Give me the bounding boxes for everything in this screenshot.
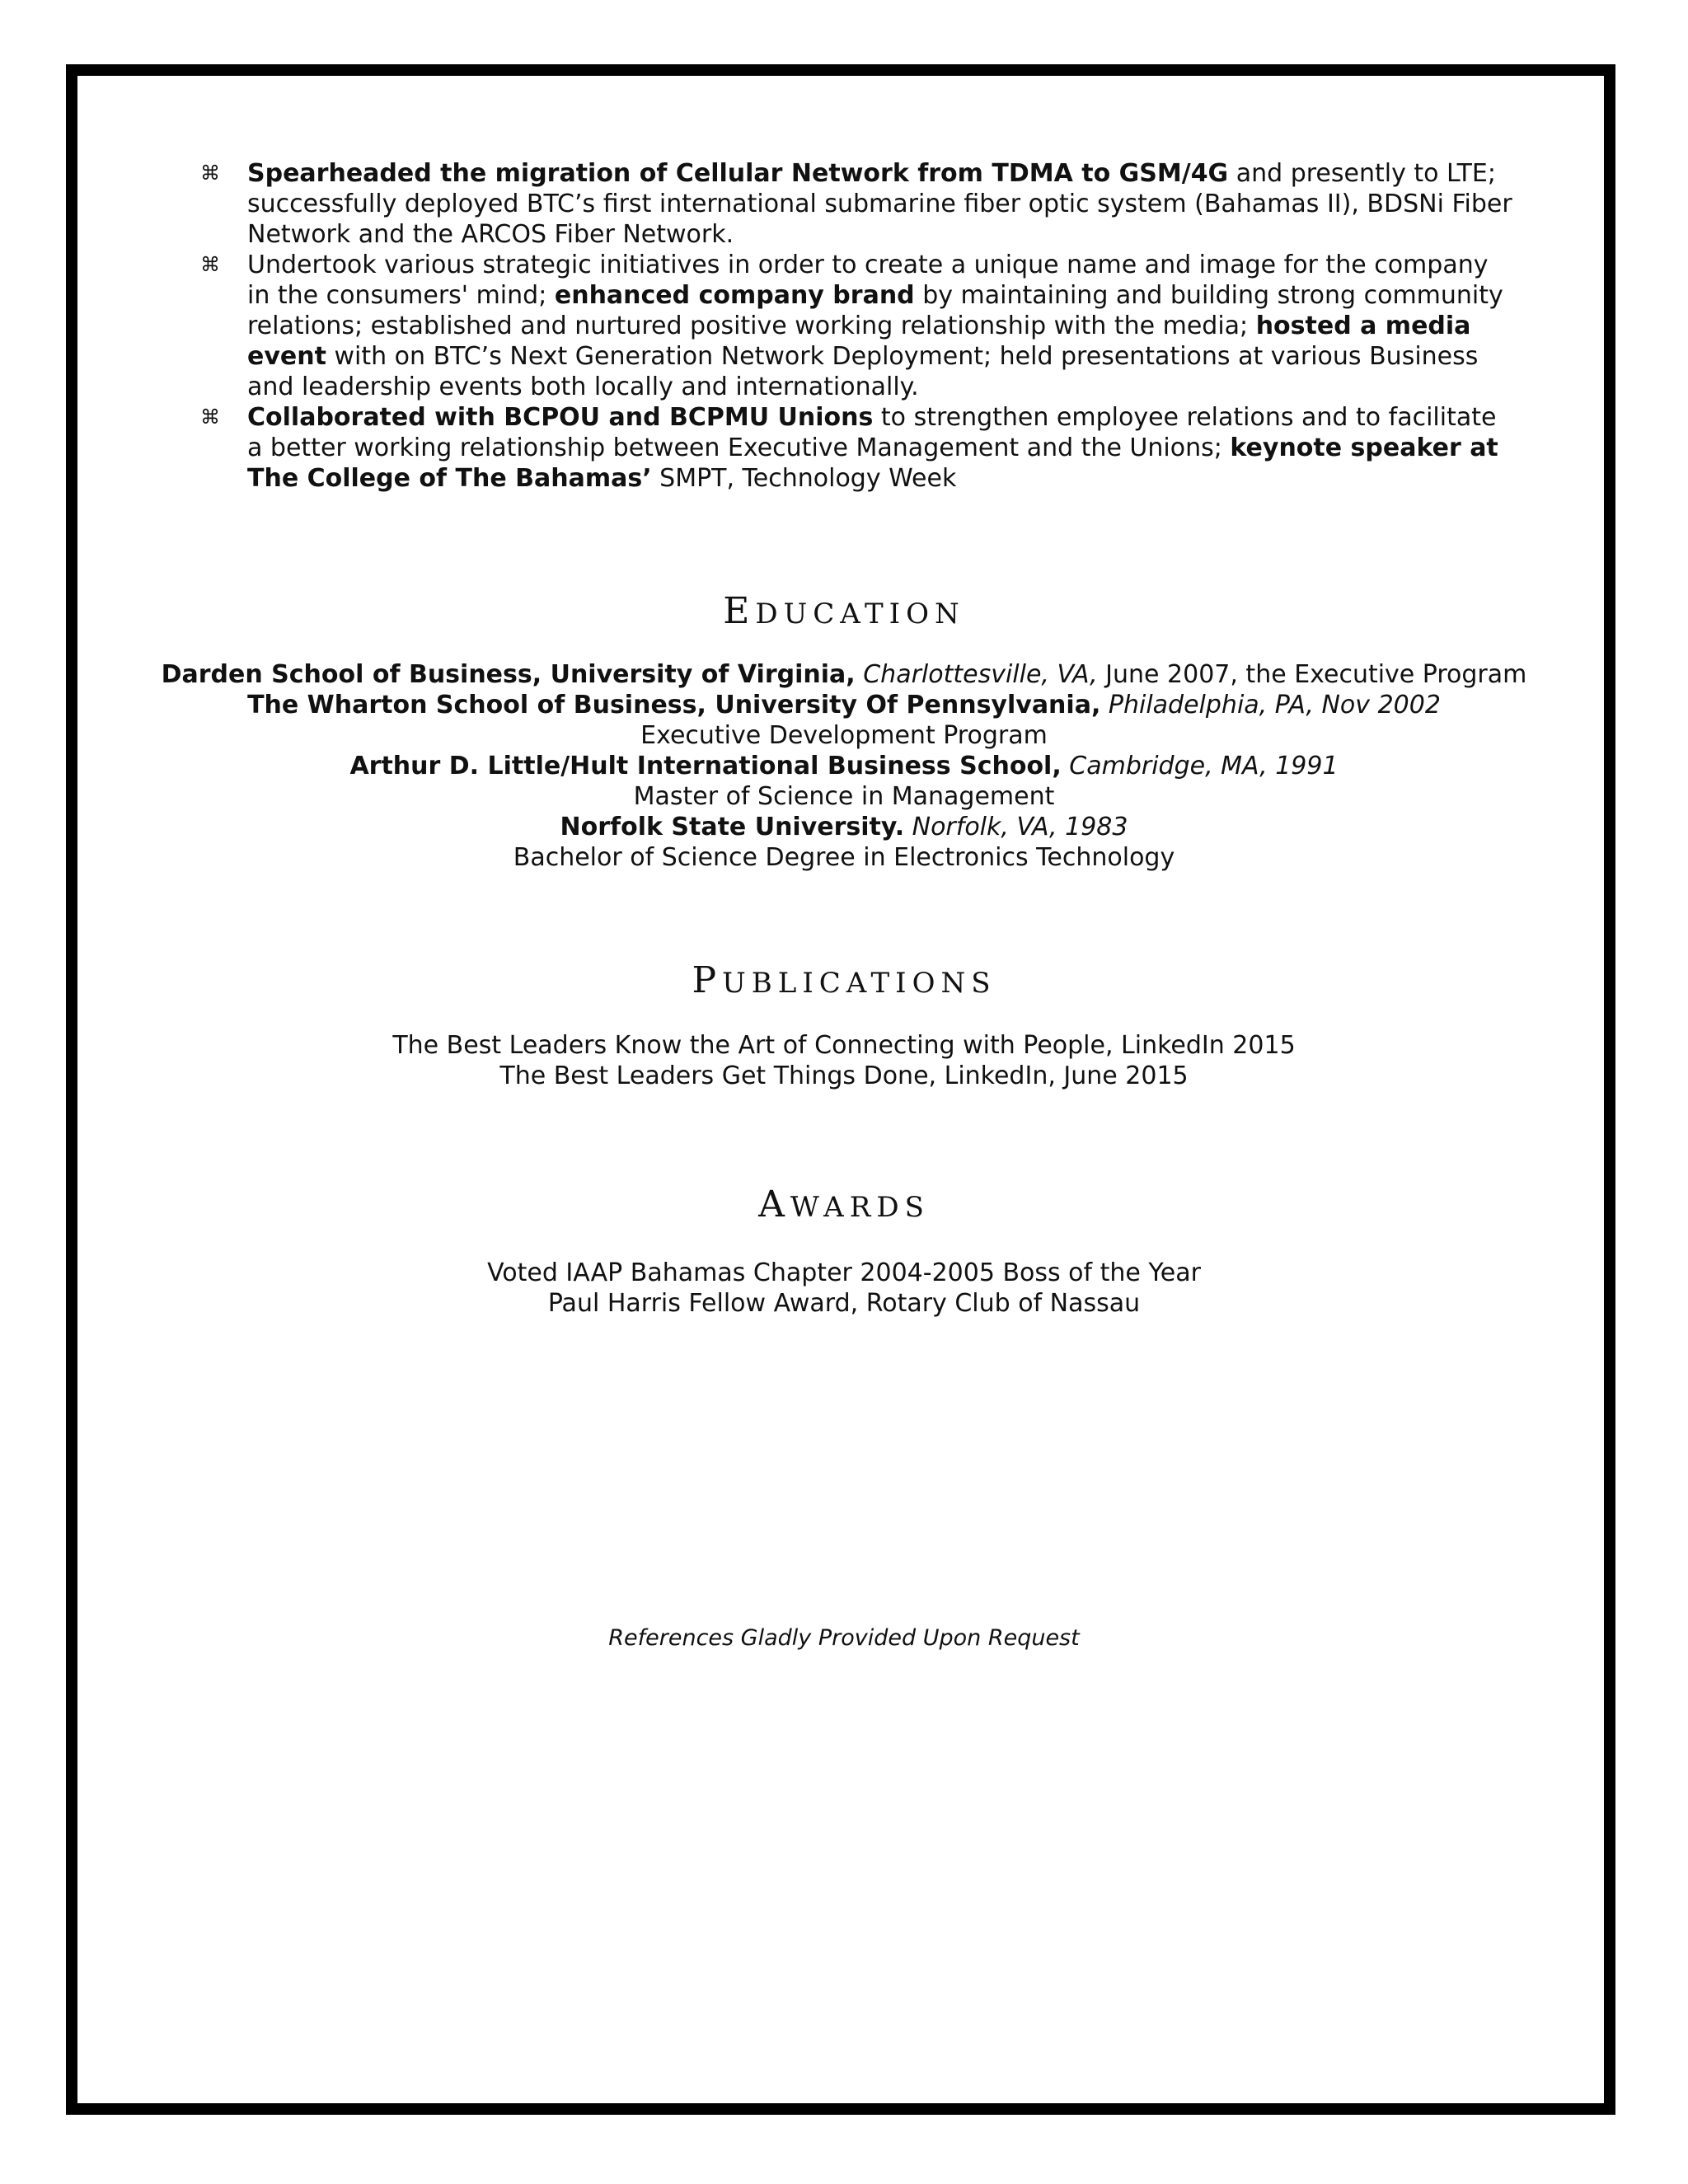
- bullet-bold-text: enhanced company brand: [554, 281, 915, 310]
- school-location: Norfolk, VA, 1983: [912, 813, 1128, 841]
- school-program: Master of Science in Management: [633, 782, 1055, 811]
- school-program: Bachelor of Science Degree in Electronics Technology: [513, 843, 1175, 872]
- bullet-star-icon: ⌘: [200, 162, 220, 185]
- bullet-star-icon: ⌘: [200, 405, 220, 429]
- bullet-text: Undertook various strategic initiatives in order to create a unique name and image for the company in the consumers' mind;: [247, 251, 1489, 310]
- publications-list: [0, 1030, 1688, 1091]
- heading-initial: A: [758, 1183, 790, 1226]
- bullet-text: with on BTC’s Next Generation Network Deployment; held presentations at various Business and leadership events both locally and internationally.: [247, 342, 1479, 401]
- school-detail: June 2007, the Executive Program: [1097, 660, 1527, 689]
- awards-list: [0, 1258, 1688, 1319]
- bullet-bold-text: hosted a media event: [247, 312, 1471, 371]
- heading-rest: UBLICATIONS: [722, 967, 996, 1000]
- experience-bullet: [198, 402, 1517, 494]
- education-entry: [0, 690, 1688, 720]
- bullet-bold-text: Collaborated with BCPOU and BCPMU Unions: [247, 403, 874, 432]
- references-note: References Gladly Provided Upon Request: [608, 1625, 1080, 1651]
- school-program: Executive Development Program: [640, 721, 1048, 750]
- school-name: Norfolk State University.: [560, 813, 905, 841]
- bullet-text: by maintaining and building strong community relations; established and nurtured positive working relationship with the media;: [247, 281, 1503, 340]
- heading-rest: DUCATION: [755, 598, 965, 630]
- publication-item: The Best Leaders Know the Art of Connecting with People, LinkedIn 2015: [392, 1031, 1296, 1060]
- heading-initial: E: [723, 590, 756, 632]
- award-item: Voted IAAP Bahamas Chapter 2004-2005 Boss of the Year: [487, 1258, 1201, 1287]
- publications-heading: [0, 959, 1688, 1001]
- education-heading: [0, 590, 1688, 632]
- publication-item: The Best Leaders Get Things Done, LinkedIn, June 2015: [499, 1062, 1189, 1090]
- bullet-bold-text: Spearheaded the migration of Cellular Network from TDMA to GSM/4G: [247, 159, 1229, 188]
- school-name: Darden School of Business, University of Virginia,: [161, 660, 856, 689]
- experience-bullet-list: [198, 158, 1517, 494]
- awards-heading: [0, 1183, 1688, 1226]
- education-entry: [0, 751, 1688, 781]
- education-list: [0, 659, 1688, 873]
- bullet-text: and presently to LTE; successfully deployed BTC’s first international submarine fiber optic system (Bahamas II), BDSNi Fiber Network and the ARCOS Fiber Network.: [247, 159, 1512, 249]
- education-entry: [0, 659, 1688, 690]
- bullet-text: to strengthen employee relations and to facilitate a better working relationship between Executive Management and the Unions;: [247, 403, 1497, 462]
- experience-bullet: [198, 250, 1517, 402]
- school-location: Cambridge, MA, 1991: [1069, 752, 1339, 780]
- school-name: The Wharton School of Business, University Of Pennsylvania,: [247, 691, 1101, 719]
- heading-rest: WARDS: [790, 1191, 930, 1224]
- bullet-star-icon: ⌘: [200, 253, 220, 276]
- school-location: Charlottesville, VA,: [863, 660, 1098, 689]
- school-location: Philadelphia, PA, Nov 2002: [1108, 691, 1441, 719]
- bullet-text: SMPT, Technology Week: [651, 464, 957, 493]
- bullet-bold-text: keynote speaker at The College of The Bahamas’: [247, 434, 1498, 493]
- experience-bullet: [198, 158, 1517, 250]
- school-name: Arthur D. Little/Hult International Business School,: [349, 752, 1062, 780]
- education-entry: [0, 812, 1688, 842]
- award-item: Paul Harris Fellow Award, Rotary Club of Nassau: [547, 1289, 1141, 1318]
- heading-initial: P: [692, 959, 723, 1001]
